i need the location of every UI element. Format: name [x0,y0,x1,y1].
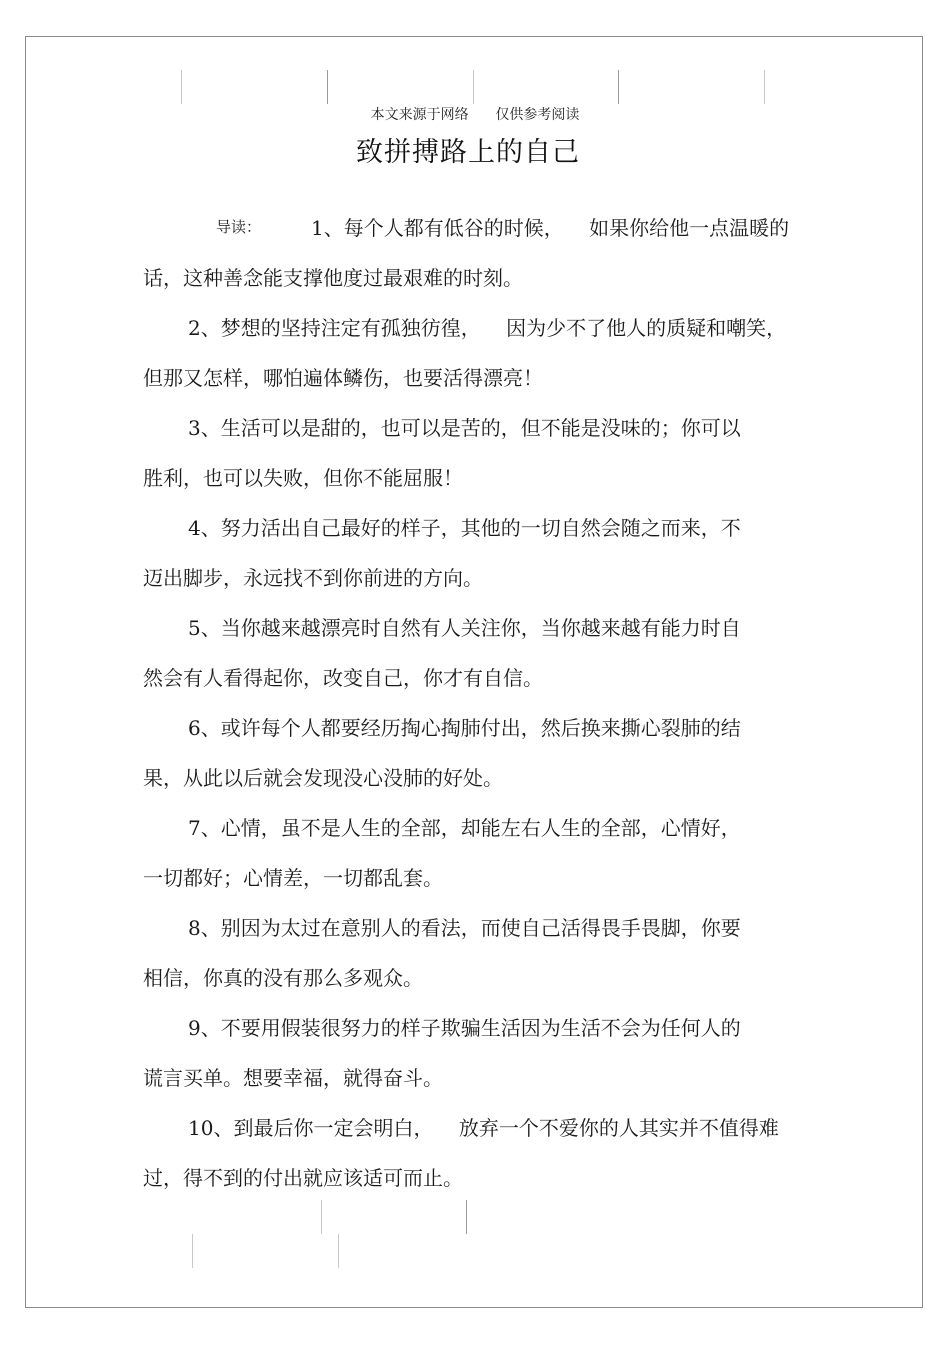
footer-tick [192,1234,193,1268]
paragraph-line: 2、梦想的坚持注定有孤独彷徨， 因为少不了他人的质疑和嘲笑， [188,316,787,340]
paragraph-line: 10、到最后你一定会明白， 放弃一个不爱你的人其实并不值得难 [188,1116,779,1140]
paragraph-line: 过，得不到的付出就应该适可而止。 [143,1166,463,1190]
paragraph-line: 然会有人看得起你，改变自己，你才有自信。 [143,666,543,690]
header-tick [181,70,182,104]
paragraph-line: 7、心情，虽不是人生的全部，却能左右人生的全部，心情好， [188,816,741,840]
paragraph-line: 1、每个人都有低谷的时候， 如果你给他一点温暖的 [311,216,790,240]
paragraph-line: 3、生活可以是甜的，也可以是苦的，但不能是没味的；你可以 [188,416,741,440]
paragraph-line: 迈出脚步，永远找不到你前进的方向。 [143,566,483,590]
footer-tick [338,1234,339,1268]
paragraph-line: 果，从此以后就会发现没心没肺的好处。 [143,766,503,790]
paragraph-line: 4、努力活出自己最好的样子，其他的一切自然会随之而来，不 [188,516,741,540]
paragraph-line: 但那又怎样，哪怕遍体鳞伤，也要活得漂亮！ [143,366,543,390]
header-tick [764,70,765,104]
lead-label: 导读： [216,218,262,236]
paragraph-line: 一切都好；心情差，一切都乱套。 [143,866,443,890]
paragraph-line: 6、或许每个人都要经历掏心掏肺付出，然后换来撕心裂肺的结 [188,716,741,740]
footer-tick [321,1200,322,1234]
paragraph-line: 9、不要用假装很努力的样子欺骗生活因为生活不会为任何人的 [188,1016,741,1040]
paragraph-line: 谎言买单。想要幸福，就得奋斗。 [143,1066,443,1090]
header-tick [473,70,474,104]
header-tick [327,70,328,104]
header-tick [618,70,619,104]
paragraph-line: 相信，你真的没有那么多观众。 [143,966,423,990]
paragraph-line: 胜利，也可以失败，但你不能屈服！ [143,466,463,490]
paragraph-line: 5、当你越来越漂亮时自然有人关注你，当你越来越有能力时自 [188,616,741,640]
paragraph-line: 话，这种善念能支撑他度过最艰难的时刻。 [143,266,523,290]
source-note: 本文来源于网络 仅供参考阅读 [370,107,580,123]
footer-tick [466,1200,467,1234]
paragraph-line: 8、别因为太过在意别人的看法，而使自己活得畏手畏脚，你要 [188,916,741,940]
page-title: 致拼搏路上的自己 [356,137,580,168]
